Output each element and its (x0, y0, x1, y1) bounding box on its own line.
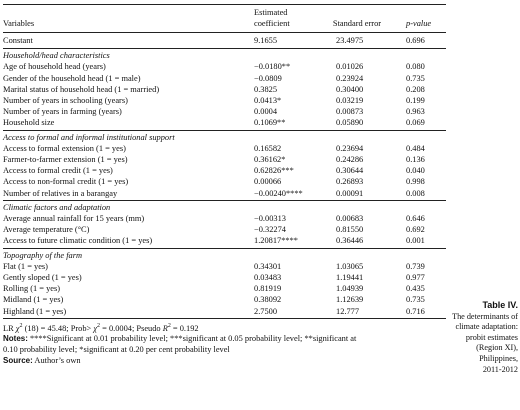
row-p-value: 0.208 (406, 84, 425, 94)
table-body (3, 33, 446, 319)
row-p-value: 0.008 (394, 188, 446, 201)
row-p-value: 0.963 (406, 107, 425, 117)
row-coefficient: 0.00066 (254, 177, 282, 187)
section-heading (3, 130, 446, 143)
row-standard-error: 0.24286 (336, 155, 364, 165)
table-row (3, 272, 446, 283)
row-p-value: 0.080 (406, 62, 425, 72)
row-p-value: 0.735 (406, 295, 425, 305)
caption-line: probit estimates (465, 332, 518, 342)
row-standard-error: 0.00683 (336, 214, 364, 224)
row-label: Marital status of household head (1 = married) (3, 84, 160, 94)
row-label: Average temperature (°C) (3, 225, 90, 235)
row-standard-error: 0.05890 (320, 117, 394, 130)
row-coefficient: 0.81919 (254, 284, 282, 294)
row-coefficient: 0.0413* (254, 96, 282, 106)
caption-line: 2011-2012 (482, 364, 518, 374)
section-title: Access to formal and informal institutional support (3, 132, 175, 142)
row-standard-error: 0.03219 (336, 96, 364, 106)
row-coefficient: 0.36162* (254, 155, 286, 165)
table-row (3, 188, 446, 201)
row-standard-error: 0.30644 (336, 166, 364, 176)
row-p-value: 0.040 (406, 166, 425, 176)
caption-line: climate adaptation: (455, 322, 518, 332)
row-standard-error: 0.23924 (336, 73, 364, 83)
row-standard-error: 12.777 (320, 306, 394, 319)
header-standard-error: Standard error (332, 19, 382, 28)
row-standard-error: 1.04939 (336, 284, 364, 294)
row-standard-error: 0.01026 (336, 62, 364, 72)
section-title: Topography of the farm (3, 250, 83, 260)
table-row (3, 224, 446, 235)
row-standard-error: 0.23694 (336, 143, 364, 153)
row-p-value: 0.435 (406, 284, 425, 294)
row-coefficient: −0.32274 (254, 225, 286, 235)
section-heading (3, 49, 446, 62)
row-p-value: 0.646 (406, 214, 425, 224)
table-row-constant (3, 33, 446, 49)
row-p-value: 0.199 (406, 96, 425, 106)
row-coefficient: −0.0180** (254, 62, 291, 72)
row-coefficient: 0.03483 (254, 273, 282, 283)
row-coefficient: 2.7500 (250, 306, 320, 319)
row-standard-error: 0.00873 (336, 107, 364, 117)
row-standard-error: 0.30400 (336, 84, 364, 94)
table-row (3, 154, 446, 165)
table-row (3, 283, 446, 294)
section-heading (3, 200, 446, 213)
row-standard-error: 1.12639 (336, 295, 364, 305)
row-p-value: 0.998 (406, 177, 425, 187)
row-coefficient: 1.20817**** (250, 235, 320, 248)
table-row (3, 176, 446, 187)
table-caption (448, 300, 518, 375)
lr-statistics: LR $\chi^2$ (18) = 45.48; Prob> $\chi^2 = 0.0004$; Pseudo $R^2 = 0.192$ (3, 323, 199, 333)
header-estimated-coefficient: Estimated coefficient (254, 8, 290, 28)
row-coefficient: 0.62826*** (254, 166, 294, 176)
table-row (3, 143, 446, 154)
row-label: Number of relatives in a barangay (3, 188, 250, 201)
row-label: Average annual rainfall for 15 years (mm) (3, 214, 145, 224)
row-coefficient: 0.0004 (254, 107, 278, 117)
caption-line: Philippines, (479, 353, 518, 363)
row-coefficient: −0.00240**** (250, 188, 320, 201)
table-row (3, 213, 446, 224)
section-title: Household/head characteristics (3, 51, 110, 61)
table-row (3, 117, 446, 130)
row-p-value: 0.739 (406, 261, 425, 271)
table-row (3, 235, 446, 248)
row-coefficient: 9.1655 (250, 33, 320, 49)
row-label: Household size (3, 117, 250, 130)
table-row (3, 165, 446, 176)
row-coefficient: 0.3825 (254, 84, 278, 94)
row-label: Rolling (1 = yes) (3, 284, 61, 294)
table-row (3, 261, 446, 272)
row-coefficient: 0.38092 (254, 295, 282, 305)
row-label: Gently sloped (1 = yes) (3, 273, 82, 283)
section-heading (3, 248, 446, 261)
row-standard-error: 0.00091 (320, 188, 394, 201)
row-standard-error: 0.81550 (336, 225, 364, 235)
table-row (3, 95, 446, 106)
row-p-value: 0.696 (394, 33, 446, 49)
row-standard-error: 0.26893 (336, 177, 364, 187)
header-p-value: p-value (406, 19, 432, 28)
row-label: Constant (3, 33, 250, 49)
row-p-value: 0.136 (406, 155, 425, 165)
row-standard-error: 1.03065 (336, 261, 364, 271)
row-label: Access to future climatic condition (1 = yes) (3, 235, 250, 248)
row-coefficient: −0.0809 (254, 73, 282, 83)
table-row (3, 306, 446, 319)
row-standard-error: 23.4975 (320, 33, 394, 49)
results-table (3, 4, 446, 319)
table-header-row (3, 5, 446, 33)
row-coefficient: 0.34301 (254, 261, 282, 271)
row-p-value: 0.716 (394, 306, 446, 319)
row-label: Midland (1 = yes) (3, 295, 64, 305)
row-label: Access to formal credit (1 = yes) (3, 166, 113, 176)
row-label: Age of household head (years) (3, 62, 106, 72)
row-label: Number of years in farming (years) (3, 107, 122, 117)
row-coefficient: 0.16582 (254, 143, 282, 153)
row-label: Access to non-formal credit (1 = yes) (3, 177, 129, 187)
table-row (3, 294, 446, 305)
section-title: Climatic factors and adaptation (3, 202, 111, 212)
caption-text (448, 312, 518, 376)
row-coefficient: −0.00313 (254, 214, 286, 224)
row-label: Flat (1 = yes) (3, 261, 48, 271)
caption-title: Table IV. (482, 300, 518, 310)
row-label: Highland (1 = yes) (3, 306, 250, 319)
caption-line: (Region XI), (476, 343, 518, 353)
table-row (3, 73, 446, 84)
row-label: Farmer-to-farmer extension (1 = yes) (3, 155, 128, 165)
row-label: Access to formal extension (1 = yes) (3, 143, 126, 153)
row-p-value: 0.069 (394, 117, 446, 130)
row-label: Gender of the household head (1 = male) (3, 73, 141, 83)
row-standard-error: 1.19441 (336, 273, 364, 283)
row-p-value: 0.977 (406, 273, 425, 283)
table-row (3, 61, 446, 72)
row-standard-error: 0.36446 (320, 235, 394, 248)
row-label: Number of years in schooling (years) (3, 96, 128, 106)
header-variables: Variables (3, 19, 35, 28)
row-p-value: 0.484 (406, 143, 425, 153)
source-note: Source: Author’s own (3, 356, 81, 365)
row-p-value: 0.692 (406, 225, 425, 235)
table-row (3, 106, 446, 117)
table-row (3, 84, 446, 95)
row-coefficient: 0.1069** (250, 117, 320, 130)
row-p-value: 0.735 (406, 73, 425, 83)
notes: Notes: ****Significant at 0.01 probability level; ***significant at 0.05 probability level; **significant at 0.10 probability level; *significant at 0.20 per cent probability level (3, 334, 357, 354)
caption-line: The determinants of (452, 311, 518, 321)
row-p-value: 0.001 (394, 235, 446, 248)
